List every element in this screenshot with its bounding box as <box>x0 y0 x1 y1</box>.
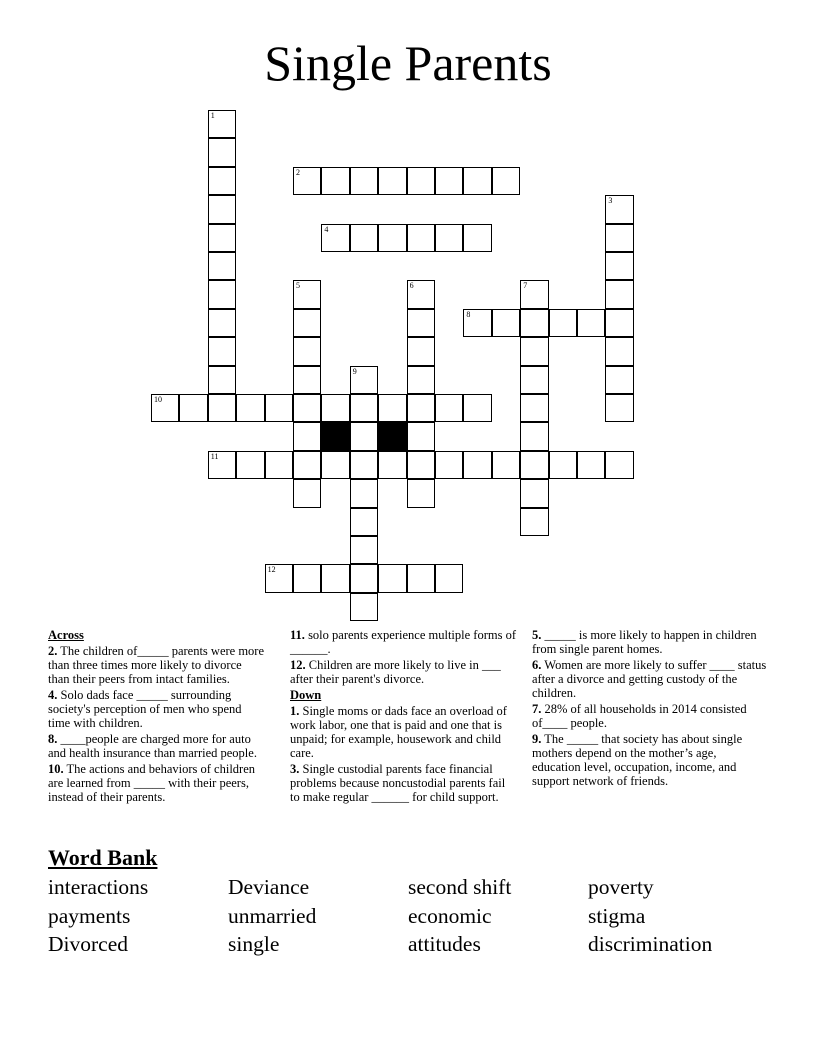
grid-cell[interactable] <box>605 224 633 252</box>
grid-cell[interactable] <box>463 309 491 337</box>
grid-cell[interactable] <box>208 309 236 337</box>
word-bank-word: payments <box>48 904 131 928</box>
across-clue-4: 4. Solo dads face _____ surrounding society's perception of men who spend time with children. <box>48 688 242 730</box>
grid-cell[interactable] <box>605 309 633 337</box>
grid-cell[interactable] <box>605 195 633 223</box>
across-clue-8: 8. ____people are charged more for auto and health insurance than married people. <box>48 732 257 760</box>
clue-number: 11 <box>210 451 219 461</box>
grid-cell[interactable] <box>520 280 548 308</box>
clues-column-2 <box>290 628 518 806</box>
down-clue-1: 1. Single moms or dads face an overload of work labor, one that is paid and one that is unpaid; for example, housework and child care. <box>290 704 507 760</box>
grid-cell[interactable] <box>577 451 605 479</box>
grid-cell[interactable] <box>435 394 463 422</box>
grid-cell[interactable] <box>321 394 349 422</box>
clue-number: 1 <box>210 111 215 120</box>
word-bank-word: single <box>228 932 280 956</box>
grid-cell[interactable] <box>321 167 349 195</box>
grid-cell[interactable] <box>378 564 406 592</box>
down-clue-9: 9. The _____ that society has about single mothers depend on the mother’s age, education level, occupation, income, and support network of friends. <box>532 732 743 788</box>
grid-cell[interactable] <box>208 337 236 365</box>
grid-cell[interactable] <box>293 422 321 450</box>
grid-cell[interactable] <box>463 167 491 195</box>
grid-cell[interactable] <box>208 451 236 479</box>
grid-cell[interactable] <box>520 422 548 450</box>
clue-number: 4 <box>324 224 329 234</box>
grid-cell[interactable] <box>605 451 633 479</box>
word-bank-word: poverty <box>588 875 654 899</box>
grid-cell[interactable] <box>350 536 378 564</box>
grid-cell[interactable] <box>435 451 463 479</box>
grid-cell[interactable] <box>350 422 378 450</box>
grid-cell[interactable] <box>549 451 577 479</box>
grid-cell[interactable] <box>208 195 236 223</box>
grid-cell[interactable] <box>605 252 633 280</box>
grid-cell[interactable] <box>407 280 435 308</box>
grid-cell[interactable] <box>350 451 378 479</box>
word-bank-word: unmarried <box>228 904 317 928</box>
grid-cell[interactable] <box>350 394 378 422</box>
clue-number: 6 <box>409 281 414 291</box>
clue-number: 3 <box>608 196 613 206</box>
grid-cell[interactable] <box>293 280 321 308</box>
clue-number: 10 <box>154 395 162 404</box>
clue-number: 8 <box>466 309 471 319</box>
grid-cell[interactable] <box>407 167 435 195</box>
grid-cell[interactable] <box>492 451 520 479</box>
grid-cell[interactable] <box>265 564 293 592</box>
across-clue-10: 10. The actions and behaviors of children are learned from _____ with their peers, instead of their parents. <box>48 762 256 804</box>
grid-cell[interactable] <box>321 451 349 479</box>
grid-cell[interactable] <box>208 280 236 308</box>
grid-cell[interactable] <box>293 366 321 394</box>
across-clue-2: 2. The children of_____ parents were more than three times more likely to divorce than their peers from intact families. <box>48 644 265 686</box>
grid-cell[interactable] <box>378 224 406 252</box>
clues-column-1 <box>48 628 264 806</box>
clue-number: 12 <box>267 565 276 575</box>
grid-cell[interactable] <box>520 479 548 507</box>
grid-cell[interactable] <box>236 451 264 479</box>
grid-cell[interactable] <box>208 167 236 195</box>
grid-cell[interactable] <box>407 337 435 365</box>
word-bank-word: stigma <box>588 904 646 928</box>
grid-cell[interactable] <box>293 337 321 365</box>
grid-cell[interactable] <box>435 224 463 252</box>
grid-cell[interactable] <box>350 508 378 536</box>
down-clue-7: 7. 28% of all households in 2014 consisted of____ people. <box>532 702 747 730</box>
grid-cell[interactable] <box>577 309 605 337</box>
grid-cell[interactable] <box>350 564 378 592</box>
across-heading: Across <box>48 628 84 642</box>
grid-cell[interactable] <box>208 394 236 422</box>
grid-cell[interactable] <box>208 110 236 138</box>
grid-cell[interactable] <box>293 394 321 422</box>
grid-cell[interactable] <box>208 138 236 166</box>
grid-cell[interactable] <box>492 309 520 337</box>
grid-cell[interactable] <box>407 451 435 479</box>
grid-cell[interactable] <box>293 564 321 592</box>
grid-block <box>378 422 406 450</box>
grid-cell[interactable] <box>407 366 435 394</box>
grid-cell[interactable] <box>492 167 520 195</box>
grid-cell[interactable] <box>151 394 179 422</box>
grid-cell[interactable] <box>265 451 293 479</box>
grid-cell[interactable] <box>605 394 633 422</box>
grid-cell[interactable] <box>236 394 264 422</box>
grid-cell[interactable] <box>350 593 378 621</box>
grid-cell[interactable] <box>321 564 349 592</box>
grid-cell[interactable] <box>208 366 236 394</box>
grid-cell[interactable] <box>179 394 207 422</box>
clue-number: 9 <box>352 366 357 376</box>
grid-cell[interactable] <box>378 394 406 422</box>
grid-cell[interactable] <box>321 224 349 252</box>
word-bank-word: attitudes <box>408 932 481 956</box>
puzzle-title: Single Parents <box>264 35 552 91</box>
grid-cell[interactable] <box>407 479 435 507</box>
grid-cell[interactable] <box>435 564 463 592</box>
grid-cell[interactable] <box>208 224 236 252</box>
grid-cell[interactable] <box>520 451 548 479</box>
down-clue-6: 6. Women are more likely to suffer ____ status after a divorce and getting custody of the children. <box>532 658 767 700</box>
grid-cell[interactable] <box>605 280 633 308</box>
clue-number: 7 <box>523 281 528 291</box>
grid-cell[interactable] <box>463 224 491 252</box>
grid-cell[interactable] <box>549 309 577 337</box>
down-clue-3: 3. Single custodial parents face financial problems because noncustodial parents fail to make regular ______ for child support. <box>290 762 506 804</box>
grid-cell[interactable] <box>265 394 293 422</box>
grid-cell[interactable] <box>520 366 548 394</box>
grid-cell[interactable] <box>378 451 406 479</box>
grid-cell[interactable] <box>293 479 321 507</box>
grid-cell[interactable] <box>435 167 463 195</box>
grid-cell[interactable] <box>605 366 633 394</box>
grid-cell[interactable] <box>350 366 378 394</box>
grid-block <box>321 422 349 450</box>
across-clue-12: 12. Children are more likely to live in ___ after their parent's divorce. <box>290 658 501 686</box>
grid-cell[interactable] <box>463 394 491 422</box>
grid-cell[interactable] <box>350 224 378 252</box>
word-bank-word: economic <box>408 904 492 928</box>
grid-cell[interactable] <box>407 309 435 337</box>
grid-cell[interactable] <box>350 479 378 507</box>
clue-number: 5 <box>296 281 300 291</box>
grid-cell[interactable] <box>378 167 406 195</box>
word-bank-word: discrimination <box>588 932 713 956</box>
grid-cell[interactable] <box>407 394 435 422</box>
grid-cell[interactable] <box>520 309 548 337</box>
grid-cell[interactable] <box>407 422 435 450</box>
clue-number: 2 <box>296 167 300 177</box>
word-bank-word: Deviance <box>228 875 310 899</box>
grid-cell[interactable] <box>520 394 548 422</box>
clues-column-3 <box>532 628 768 790</box>
grid-cell[interactable] <box>605 337 633 365</box>
grid-cell[interactable] <box>293 167 321 195</box>
grid-cell[interactable] <box>407 224 435 252</box>
grid-cell[interactable] <box>407 564 435 592</box>
grid-cell[interactable] <box>520 508 548 536</box>
word-bank-title: Word Bank <box>48 845 158 870</box>
grid-cell[interactable] <box>293 451 321 479</box>
across-clue-11: 11. solo parents experience multiple forms of ______. <box>290 628 516 656</box>
down-clue-5: 5. _____ is more likely to happen in children from single parent homes. <box>532 628 757 656</box>
grid-cell[interactable] <box>293 309 321 337</box>
word-bank-word: Divorced <box>48 932 128 956</box>
grid-cell[interactable] <box>520 337 548 365</box>
down-heading: Down <box>290 688 322 702</box>
grid-cell[interactable] <box>208 252 236 280</box>
grid-cell[interactable] <box>350 167 378 195</box>
word-bank-word: interactions <box>48 875 149 899</box>
grid-cell[interactable] <box>463 451 491 479</box>
word-bank-word: second shift <box>408 875 512 899</box>
